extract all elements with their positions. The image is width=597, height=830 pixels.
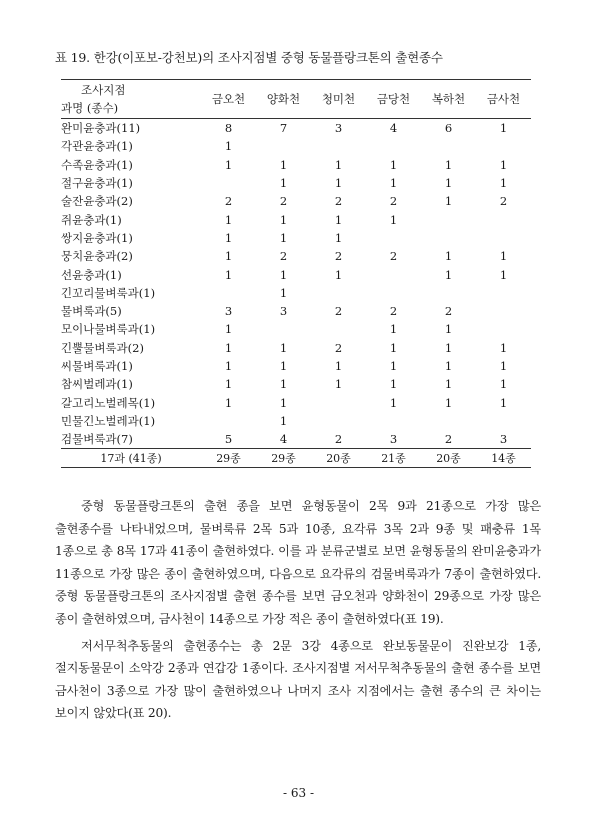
count-cell: 2	[279, 249, 288, 264]
body-text	[55, 495, 541, 729]
count-cell	[201, 174, 256, 192]
family-name: 쌍지윤충과(1)	[61, 230, 133, 245]
count-cell	[421, 229, 476, 247]
table-row	[61, 229, 531, 247]
count-cell	[366, 412, 421, 430]
family-name: 민물긴노벌레과(1)	[61, 413, 156, 428]
count-cell: 1	[334, 176, 343, 191]
count-cell	[366, 137, 421, 155]
count-cell: 1	[389, 395, 398, 410]
table-row	[61, 302, 531, 320]
count-cell: 1	[224, 377, 233, 392]
count-cell: 3	[224, 304, 233, 319]
count-cell	[476, 320, 531, 338]
count-cell: 2	[334, 304, 343, 319]
count-cell: 1	[389, 322, 398, 337]
count-cell: 1	[389, 340, 398, 355]
count-cell: 2	[389, 194, 398, 209]
table-row	[61, 393, 531, 411]
count-cell	[201, 284, 256, 302]
count-cell: 1	[444, 395, 453, 410]
count-cell: 1	[279, 377, 288, 392]
family-name: 술잔윤충과(2)	[61, 194, 133, 209]
table-row	[61, 412, 531, 430]
count-cell: 1	[334, 377, 343, 392]
count-cell	[256, 137, 311, 155]
count-cell	[311, 137, 366, 155]
table-caption: 표 19. 한강(이포보-강천보)의 조사지점별 중형 동물플랑크톤의 출현종수	[55, 50, 443, 65]
family-name: 물벼룩과(5)	[61, 304, 122, 319]
count-cell: 1	[499, 377, 508, 392]
corner-label-site: 조사지점	[81, 83, 126, 97]
count-cell: 1	[334, 212, 343, 227]
count-cell	[476, 210, 531, 228]
count-cell	[476, 137, 531, 155]
count-cell: 3	[389, 432, 398, 447]
count-cell: 2	[389, 249, 398, 264]
count-cell: 1	[389, 359, 398, 373]
count-cell: 7	[279, 121, 288, 136]
family-name: 긴꼬리물벼룩과(1)	[61, 285, 156, 300]
count-cell: 1	[334, 267, 343, 282]
family-name: 각관윤충과(1)	[61, 139, 133, 154]
count-cell: 1	[444, 359, 453, 373]
count-cell: 6	[444, 121, 453, 136]
count-cell	[311, 393, 366, 411]
count-cell: 1	[279, 359, 288, 373]
count-cell: 1	[224, 395, 233, 410]
count-cell: 1	[279, 285, 288, 300]
family-name: 수족윤충과(1)	[61, 157, 133, 172]
family-name: 씨물벼룩과(1)	[61, 359, 133, 373]
family-name: 검물벼룩과(7)	[61, 432, 133, 447]
table-row	[61, 119, 531, 138]
table-row	[61, 265, 531, 283]
corner-label-family: 과명 (종수)	[61, 101, 119, 115]
count-cell: 3	[499, 432, 508, 447]
table-row	[61, 320, 531, 338]
count-cell: 8	[224, 121, 233, 136]
count-cell: 1	[334, 230, 343, 245]
count-cell: 2	[499, 194, 508, 209]
count-cell	[366, 229, 421, 247]
count-cell: 1	[499, 395, 508, 410]
count-cell	[476, 284, 531, 302]
count-cell	[311, 284, 366, 302]
count-cell: 1	[499, 176, 508, 191]
count-cell	[476, 412, 531, 430]
count-cell: 1	[224, 249, 233, 264]
count-cell: 1	[389, 377, 398, 392]
total-cell: 21종	[381, 452, 406, 466]
total-cell: 20종	[326, 452, 351, 466]
count-cell: 1	[334, 359, 343, 373]
family-name: 긴뿔물벼룩과(2)	[61, 340, 144, 355]
count-cell: 1	[279, 212, 288, 227]
table-header-row	[61, 80, 531, 119]
column-header-site: 금당천	[376, 92, 411, 106]
count-cell	[421, 284, 476, 302]
family-name: 참씨벌레과(1)	[61, 377, 133, 392]
count-cell: 1	[224, 340, 233, 355]
count-cell: 2	[444, 304, 453, 319]
total-label: 17과 (41종)	[100, 452, 162, 466]
count-cell: 1	[499, 249, 508, 264]
table-row	[61, 192, 531, 210]
count-cell: 1	[389, 212, 398, 227]
table-row	[61, 247, 531, 265]
count-cell: 1	[444, 340, 453, 355]
family-name: 갈고리노벌레목(1)	[61, 395, 156, 410]
paragraph: 저서무척추동물의 출현종수는 총 2문 3강 4종으로 완보동물문이 진완보강 1종, 절지동물문이 소악강 2종과 연갑강 1종이다. 조사지점별 저서무척추동물의 출현 종수를 보면 금사천이 3종으로 가장 많이 출현하였으나 나머지 조사 지점에서는 출현 종수의 큰 차이는 보이지 않았다(표 20).	[55, 638, 541, 721]
count-cell	[256, 320, 311, 338]
count-cell: 1	[279, 267, 288, 282]
count-cell: 5	[224, 432, 233, 447]
count-cell: 1	[224, 139, 233, 154]
table-row	[61, 357, 531, 375]
table-row	[61, 375, 531, 393]
total-cell: 20종	[436, 452, 461, 466]
count-cell: 1	[499, 267, 508, 282]
count-cell: 2	[334, 194, 343, 209]
table-row	[61, 284, 531, 302]
count-cell	[366, 284, 421, 302]
count-cell: 1	[279, 176, 288, 191]
count-cell: 1	[224, 157, 233, 172]
family-name: 완미윤충과(11)	[61, 121, 141, 136]
family-name: 절구윤충과(1)	[61, 176, 133, 191]
count-cell: 1	[224, 230, 233, 245]
table-row	[61, 137, 531, 155]
count-cell: 1	[499, 121, 508, 136]
count-cell: 1	[279, 340, 288, 355]
count-cell: 1	[334, 157, 343, 172]
paragraph: 중형 동물플랑크톤의 출현 종을 보면 윤형동물이 2목 9과 21종으로 가장 많은 출현종수를 나타내었으며, 물벼룩류 2목 5과 10종, 요각류 3목 2과 9종 및 패충류 1목 1종으로 총 8목 17과 41종이 출현하였다. 이를 과 분류군별로 보면 윤형동물의 완미윤충과가 11종으로 가장 많은 종이 출현하였으며, 다음으로 요각류의 검물벼룩과가 7종이 출현하였다. 중형 동물플랑크톤의 조사지점별 출현 종수를 보면 금오천과 양화천이 29종으로 가장 많은 종이 출현하였으며, 금사천이 14종으로 가장 적은 종이 출현하였다(표 19).	[55, 499, 541, 626]
count-cell: 1	[279, 230, 288, 245]
page-number: - 63 -	[282, 786, 314, 800]
table-row	[61, 210, 531, 228]
count-cell: 1	[224, 322, 233, 337]
column-header-site: 금사천	[486, 92, 521, 106]
count-cell: 1	[499, 359, 508, 373]
column-header-site: 청미천	[321, 92, 356, 106]
table-corner-header	[61, 80, 201, 119]
count-cell	[421, 412, 476, 430]
count-cell: 2	[334, 249, 343, 264]
count-cell: 4	[279, 432, 288, 447]
count-cell: 1	[224, 212, 233, 227]
count-cell	[421, 210, 476, 228]
count-cell: 3	[334, 121, 343, 136]
count-cell	[201, 412, 256, 430]
count-cell: 3	[279, 304, 288, 319]
family-name: 뭉치윤충과(2)	[61, 249, 133, 264]
total-cell: 29종	[216, 452, 241, 466]
count-cell: 1	[444, 176, 453, 191]
table-row	[61, 174, 531, 192]
count-cell: 1	[444, 157, 453, 172]
species-count-table	[61, 79, 531, 468]
count-cell: 1	[389, 157, 398, 172]
count-cell: 1	[279, 157, 288, 172]
table-row	[61, 430, 531, 449]
count-cell: 1	[279, 395, 288, 410]
family-name: 쥐윤충과(1)	[61, 212, 122, 227]
table-total-row	[61, 449, 531, 468]
count-cell	[311, 412, 366, 430]
count-cell: 2	[444, 432, 453, 447]
table-row	[61, 339, 531, 357]
table-row	[61, 156, 531, 174]
count-cell	[366, 265, 421, 283]
count-cell: 2	[279, 194, 288, 209]
count-cell	[476, 229, 531, 247]
count-cell: 1	[279, 413, 288, 428]
column-header-site: 양화천	[266, 92, 301, 106]
count-cell: 1	[444, 267, 453, 282]
count-cell: 1	[444, 377, 453, 392]
total-cell: 14종	[491, 452, 516, 466]
column-header-site: 복하천	[431, 92, 466, 106]
count-cell: 1	[224, 359, 233, 373]
count-cell: 4	[389, 121, 398, 136]
count-cell: 1	[499, 340, 508, 355]
count-cell	[476, 302, 531, 320]
count-cell: 1	[389, 176, 398, 191]
count-cell: 2	[334, 340, 343, 355]
column-header-site: 금오천	[211, 92, 246, 106]
total-cell: 29종	[271, 452, 296, 466]
count-cell	[421, 137, 476, 155]
count-cell: 1	[499, 157, 508, 172]
count-cell: 1	[444, 249, 453, 264]
count-cell: 1	[444, 194, 453, 209]
count-cell: 2	[389, 304, 398, 319]
count-cell	[311, 320, 366, 338]
family-name: 선윤충과(1)	[61, 267, 122, 282]
family-name: 모이나물벼룩과(1)	[61, 322, 156, 337]
count-cell: 1	[444, 322, 453, 337]
count-cell: 2	[224, 194, 233, 209]
count-cell: 2	[334, 432, 343, 447]
count-cell: 1	[224, 267, 233, 282]
